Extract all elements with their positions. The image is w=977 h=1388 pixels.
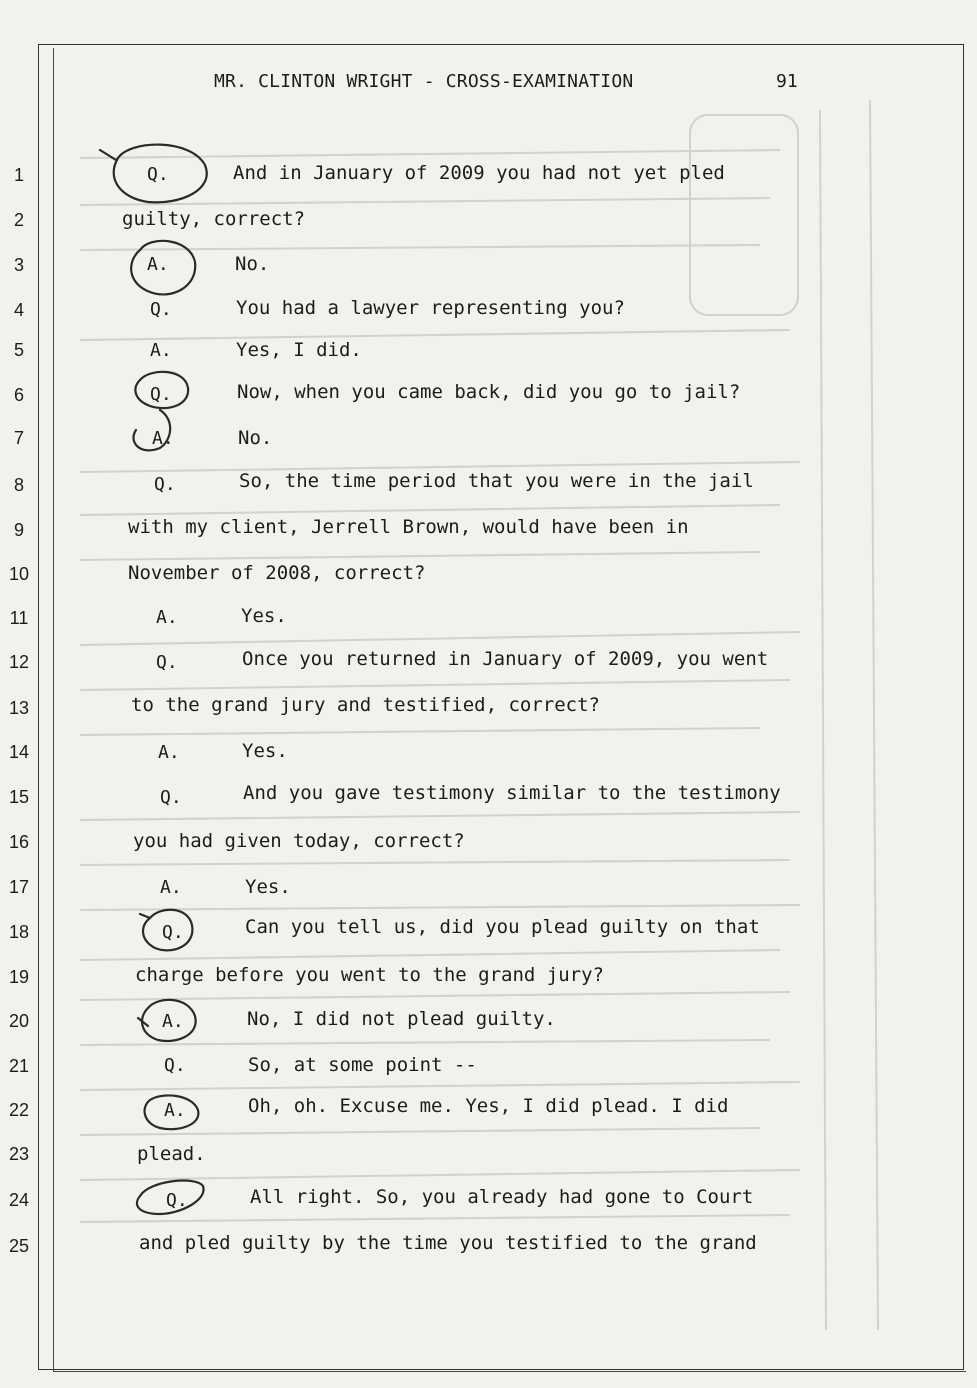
testimony-line: Oh, oh. Excuse me. Yes, I did plead. I did	[248, 1095, 729, 1117]
line-number: 25	[8, 1236, 30, 1256]
testimony-line: And you gave testimony similar to the testimony	[243, 782, 781, 804]
testimony-line: Can you tell us, did you plead guilty on that	[245, 916, 760, 938]
speaker-label: Q.	[156, 652, 178, 673]
line-number: 15	[8, 787, 30, 807]
speaker-label: Q.	[150, 384, 172, 405]
line-number: 3	[13, 255, 24, 275]
line-number: 13	[8, 698, 30, 718]
testimony-line: Yes, I did.	[236, 339, 362, 361]
page-header-title: MR. CLINTON WRIGHT - CROSS-EXAMINATION	[214, 71, 634, 92]
testimony-line: plead.	[137, 1143, 206, 1165]
testimony-line: All right. So, you already had gone to Court	[250, 1186, 754, 1208]
testimony-line: And in January of 2009 you had not yet pled	[233, 162, 725, 184]
testimony-line: Once you returned in January of 2009, you went	[242, 648, 769, 670]
line-number: 10	[8, 564, 30, 584]
line-number: 12	[8, 652, 30, 672]
line-number: 9	[13, 520, 24, 540]
speaker-label: A.	[164, 1100, 186, 1121]
line-number: 14	[8, 742, 30, 762]
testimony-line: with my client, Jerrell Brown, would have been in	[128, 516, 689, 538]
speaker-label: A.	[162, 1011, 184, 1032]
line-number: 22	[8, 1100, 30, 1120]
line-number: 16	[8, 832, 30, 852]
line-number: 4	[13, 300, 24, 320]
testimony-line: Yes.	[241, 605, 287, 627]
line-number: 1	[13, 165, 24, 185]
speaker-label: A.	[158, 742, 180, 763]
line-number: 21	[8, 1056, 30, 1076]
line-number: 6	[13, 385, 24, 405]
testimony-line: Now, when you came back, did you go to jail?	[237, 381, 741, 403]
testimony-line: You had a lawyer representing you?	[236, 297, 625, 319]
speaker-label: A.	[150, 340, 172, 361]
speaker-label: A.	[156, 607, 178, 628]
line-number: 19	[8, 967, 30, 987]
testimony-line: charge before you went to the grand jury?	[135, 964, 604, 986]
line-number: 5	[13, 340, 24, 360]
testimony-line: So, the time period that you were in the jail	[239, 470, 754, 492]
line-number: 17	[8, 877, 30, 897]
testimony-line: Yes.	[245, 876, 291, 898]
testimony-line: you had given today, correct?	[133, 830, 465, 852]
line-number: 20	[8, 1011, 30, 1031]
testimony-line: So, at some point --	[248, 1054, 477, 1076]
speaker-label: Q.	[162, 922, 184, 943]
speaker-label: Q.	[147, 164, 169, 185]
page-number: 91	[776, 71, 798, 92]
testimony-line: to the grand jury and testified, correct?	[131, 694, 600, 716]
line-number: 7	[13, 428, 24, 448]
testimony-line: No.	[238, 427, 273, 449]
line-number: 8	[13, 475, 24, 495]
line-number: 11	[9, 608, 29, 628]
testimony-line: No, I did not plead guilty.	[247, 1008, 556, 1030]
speaker-label: Q.	[150, 299, 172, 320]
testimony-line: November of 2008, correct?	[128, 562, 426, 584]
line-number: 2	[13, 210, 24, 230]
testimony-line: No.	[235, 253, 270, 275]
speaker-label: Q.	[160, 787, 182, 808]
testimony-line: Yes.	[242, 740, 288, 762]
line-number: 24	[8, 1190, 30, 1210]
speaker-label: Q.	[154, 474, 176, 495]
line-number: 18	[8, 922, 30, 942]
speaker-label: Q.	[164, 1055, 186, 1076]
speaker-label: Q.	[166, 1190, 188, 1211]
speaker-label: A.	[152, 428, 174, 449]
line-number: 23	[8, 1144, 30, 1164]
speaker-label: A.	[160, 877, 182, 898]
speaker-label: A.	[147, 254, 169, 275]
testimony-line: and pled guilty by the time you testified to the grand	[139, 1232, 757, 1254]
testimony-line: guilty, correct?	[122, 208, 306, 230]
